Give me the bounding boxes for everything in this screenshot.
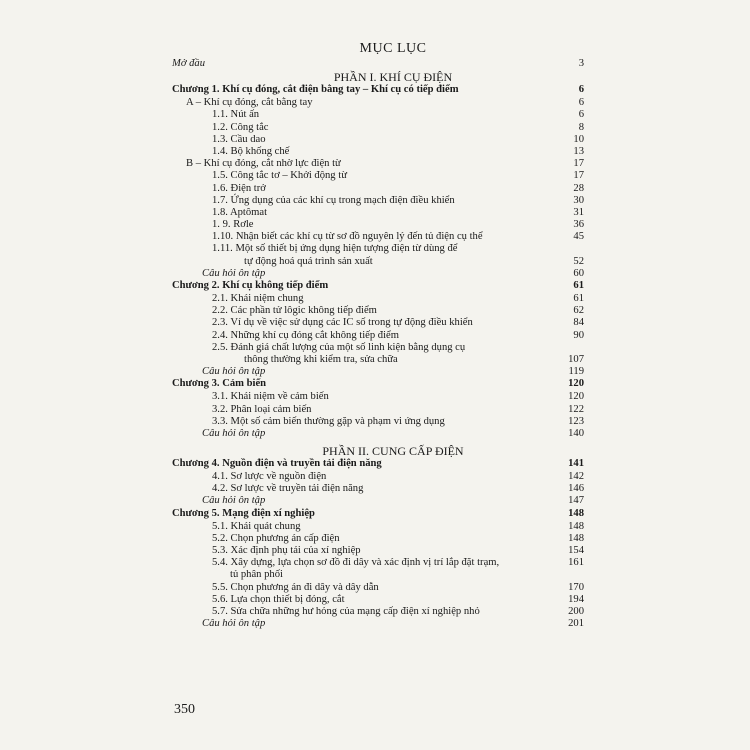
toc-entry-label: 1.2. Công tắc: [212, 121, 269, 133]
toc-entry-page: 30: [573, 194, 584, 206]
toc-entry-page: 45: [573, 231, 584, 243]
toc-entry: [172, 533, 584, 545]
chapter-page: 141: [568, 458, 584, 470]
toc-entry-label: 5.6. Lựa chọn thiết bị đóng, cắt: [212, 593, 345, 605]
toc-entry-label: 3.3. Một số cảm biến thường gặp và phạm vi ứng dụng: [212, 415, 445, 427]
toc-entry-continued: [172, 354, 584, 366]
review-questions-entry: [172, 366, 584, 378]
toc-entry-label: A – Khí cụ đóng, cắt bằng tay: [186, 97, 313, 109]
toc-entry-page: 52: [573, 255, 584, 267]
toc-entry: [172, 170, 584, 182]
toc-entry: [172, 404, 584, 416]
toc-entry-page: 161: [568, 557, 584, 569]
toc-entry-page: 84: [573, 317, 584, 329]
table-of-contents: [172, 40, 584, 630]
toc-entry: [172, 317, 584, 329]
toc-entry-label-continued: tủ phân phối: [230, 569, 283, 581]
review-questions-entry: [172, 428, 584, 440]
toc-entry-continued: [172, 256, 584, 268]
toc-entry: [172, 342, 584, 354]
toc-entry: [172, 146, 584, 158]
toc-entry: [172, 594, 584, 606]
review-questions-entry: [172, 268, 584, 280]
chapter-heading: [172, 378, 584, 391]
toc-entry: [172, 521, 584, 533]
toc-entry: [172, 557, 584, 569]
toc-entry-page: 107: [568, 353, 584, 365]
toc-entry: [172, 207, 584, 219]
chapter-page: 148: [568, 507, 584, 519]
toc-entry: [172, 391, 584, 403]
toc-entry-label: 4.2. Sơ lược về truyền tải điện năng: [212, 483, 364, 495]
chapter-heading: [172, 84, 584, 97]
toc-entry: [172, 305, 584, 317]
part-heading: PHẦN II. CUNG CẤP ĐIỆN: [322, 444, 464, 459]
chapter-heading: [172, 458, 584, 471]
toc-entry-label: 4.1. Sơ lược về nguồn điện: [212, 471, 327, 483]
toc-entry: [172, 606, 584, 618]
chapter-label: Chương 5. Mạng điện xí nghiệp: [172, 507, 315, 519]
toc-entry-label: Câu hỏi ôn tập: [202, 427, 266, 439]
toc-entry-page: 201: [568, 618, 584, 630]
toc-entry: [172, 330, 584, 342]
toc-entry: [172, 582, 584, 594]
toc-entry-page: 194: [568, 593, 584, 605]
toc-entry: [172, 471, 584, 483]
toc-entry: [172, 243, 584, 255]
toc-entry-page: 17: [573, 170, 584, 182]
toc-entry-label: 1.5. Công tắc tơ – Khởi động từ: [212, 170, 347, 182]
toc-entry-label: 1.4. Bộ khống chế: [212, 145, 290, 157]
toc-entry-page: 10: [573, 133, 584, 145]
chapter-page: 61: [573, 280, 584, 291]
toc-entry-page: 154: [568, 545, 584, 556]
toc-entry-label: 2.4. Những khí cụ đóng cắt không tiếp điểm: [212, 329, 399, 341]
toc-entry: [172, 416, 584, 428]
toc-entry-label: 1.11. Một số thiết bị ứng dụng hiện tượng điện từ dùng để: [212, 243, 458, 255]
toc-entry: [172, 545, 584, 557]
toc-entry-label: 1.10. Nhận biết các khí cụ từ sơ đồ nguyên lý đến tủ điện cụ thể: [212, 231, 483, 243]
toc-entry-label: 5.1. Khái quát chung: [212, 520, 301, 532]
toc-entry: [172, 483, 584, 495]
toc-entry-label: 1. 9. Rơle: [212, 219, 254, 231]
toc-entry-label: 2.1. Khái niệm chung: [212, 293, 304, 304]
chapter-label: Chương 4. Nguồn điện và truyền tải điện năng: [172, 458, 382, 470]
toc-entry-label: Câu hỏi ôn tập: [202, 618, 266, 630]
toc-entry-page: 90: [573, 329, 584, 341]
chapter-label: Chương 2. Khí cụ không tiếp điểm: [172, 280, 329, 291]
toc-entry-page: 142: [568, 471, 584, 483]
toc-entry-label: 1.6. Điện trở: [212, 182, 266, 194]
toc-entry-page: 13: [573, 145, 584, 157]
chapter-label: Chương 3. Cảm biến: [172, 378, 267, 390]
toc-entry-page: 120: [568, 391, 584, 403]
toc-entry-page: 62: [573, 305, 584, 317]
chapter-page: 6: [578, 84, 584, 96]
chapter-page: 120: [568, 378, 584, 390]
toc-entry-label: 2.5. Đánh giá chất lượng của một số linh kiện bằng dụng cụ: [212, 341, 466, 353]
toc-entry-intro: [172, 58, 584, 70]
toc-entry-label: 5.3. Xác định phụ tải của xí nghiệp: [212, 545, 361, 556]
toc-entry-page: 6: [578, 97, 584, 109]
toc-entry-label: Câu hỏi ôn tập: [202, 366, 266, 378]
review-questions-entry: [172, 618, 584, 630]
toc-entry-page: 60: [573, 267, 584, 279]
toc-entry-label-continued: tự động hoá quá trình sản xuất: [244, 255, 373, 267]
toc-entry-page: 6: [578, 109, 584, 121]
chapter-heading: [172, 280, 584, 293]
toc-entry-label-continued: thông thường khi kiểm tra, sửa chữa: [244, 353, 398, 365]
toc-entry: [172, 293, 584, 305]
toc-entry-label: Câu hỏi ôn tập: [202, 267, 266, 279]
toc-entry-page: 148: [568, 520, 584, 532]
toc-entry-label: 3.1. Khái niệm về cảm biến: [212, 391, 329, 403]
toc-entry-page: 148: [568, 532, 584, 544]
toc-entry-page: 36: [573, 219, 584, 231]
toc-entry-page: 28: [573, 182, 584, 194]
page-title: MỤC LỤC: [359, 41, 427, 56]
toc-entry-page: 31: [573, 206, 584, 218]
toc-entry-label: 2.2. Các phần tử lôgic không tiếp điểm: [212, 305, 377, 317]
toc-entry-label: 1.3. Cầu dao: [212, 133, 266, 145]
toc-entry-label: 5.7. Sửa chữa những hư hỏng của mạng cấp điện xí nghiệp nhỏ: [212, 605, 480, 617]
toc-entry-label: Câu hỏi ôn tập: [202, 495, 266, 507]
part-heading: PHẦN I. KHÍ CỤ ĐIỆN: [333, 70, 453, 85]
review-questions-entry: [172, 495, 584, 507]
toc-entry-page: 3: [578, 58, 584, 69]
toc-entry-page: 140: [568, 427, 584, 439]
toc-entry: [172, 219, 584, 231]
toc-entry: [172, 122, 584, 134]
toc-entry: [172, 158, 584, 170]
toc-entry-page: 146: [568, 483, 584, 495]
chapter-heading: [172, 508, 584, 521]
toc-entry-label: 3.2. Phân loại cảm biến: [212, 403, 312, 415]
toc-entry-label: 1.7. Ứng dụng của các khí cụ trong mạch điện điều khiển: [212, 194, 455, 206]
toc-entry-label: B – Khí cụ đóng, cắt nhờ lực điện từ: [186, 158, 341, 170]
toc-entry: [172, 109, 584, 121]
toc-entry-page: 122: [568, 403, 584, 415]
toc-entry-page: 119: [568, 366, 584, 378]
toc-entry: [172, 134, 584, 146]
toc-entry-label: 1.8. Aptômat: [212, 206, 268, 218]
toc-entry: [172, 183, 584, 195]
toc-entry-page: 123: [568, 415, 584, 427]
toc-entry-label: 2.3. Ví dụ về việc sử dụng các IC số trong tự động điều khiển: [212, 317, 473, 329]
toc-entry-page: 200: [568, 605, 584, 617]
toc-entry-label: 5.4. Xây dựng, lựa chọn sơ đồ đi dây và xác định vị trí lắp đặt trạm,: [212, 557, 500, 569]
toc-entry-page: 147: [568, 495, 584, 507]
page-number: 350: [174, 702, 195, 717]
toc-entry-label: 5.5. Chọn phương án đi dây và dây dẫn: [212, 581, 379, 593]
toc-entry-label: 1.1. Nút ấn: [212, 109, 260, 121]
toc-entry: [172, 195, 584, 207]
toc-entry: [172, 97, 584, 109]
toc-entry-label: 5.2. Chọn phương án cấp điện: [212, 532, 340, 544]
chapter-label: Chương 1. Khí cụ đóng, cắt điện bằng tay – Khí cụ có tiếp điểm: [172, 84, 459, 96]
toc-entry-page: 170: [568, 581, 584, 593]
toc-entry-page: 8: [578, 121, 584, 133]
toc-entry-page: 17: [573, 158, 584, 170]
toc-entry-continued: [172, 569, 584, 581]
toc-entry: [172, 231, 584, 243]
toc-entry-label: Mở đầu: [172, 58, 206, 69]
toc-entry-page: 61: [573, 293, 584, 304]
